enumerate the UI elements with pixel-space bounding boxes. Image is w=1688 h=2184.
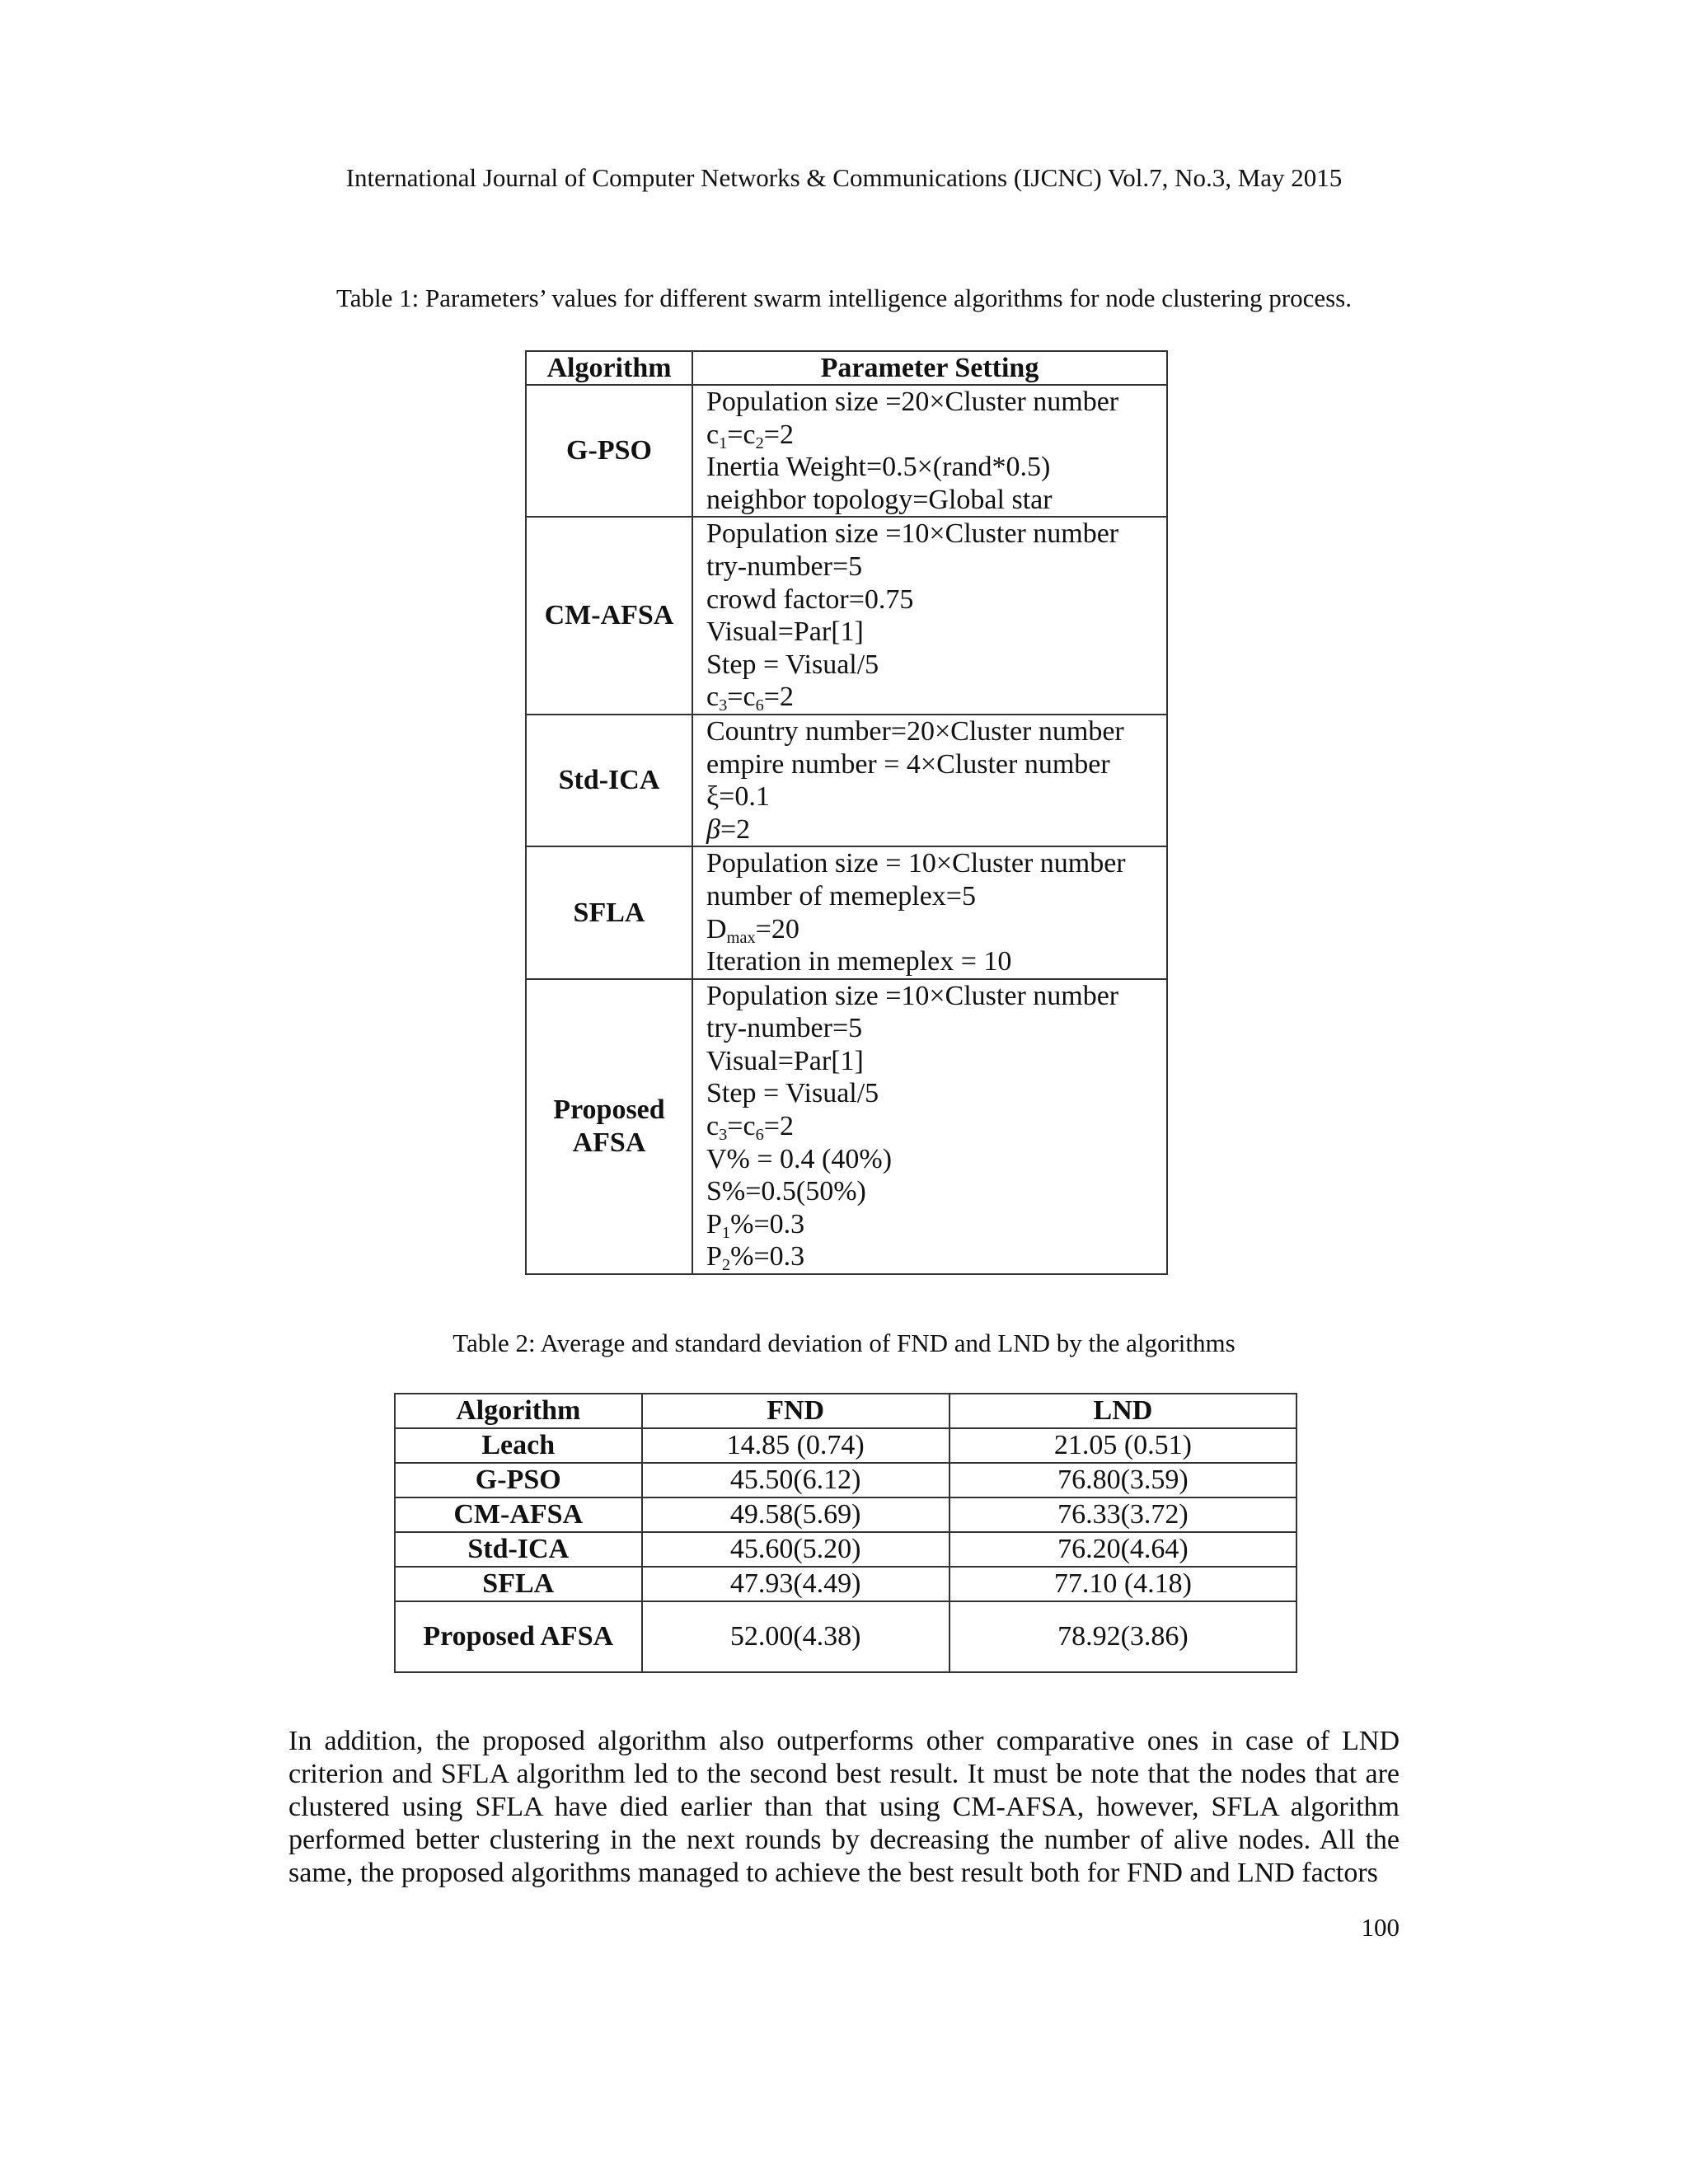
parameter-text: =2 [720, 813, 751, 845]
table1-header-parameter-setting: Parameter Setting [692, 351, 1167, 385]
parameter-cell [692, 385, 1167, 517]
parameter-cell [692, 517, 1167, 715]
parameter-line [706, 813, 1166, 846]
parameter-line [706, 419, 1166, 452]
table2-body [395, 1428, 1296, 1672]
parameter-line: Population size =10×Cluster number [706, 518, 1119, 550]
parameter-text: D [706, 913, 727, 944]
parameter-text: c [706, 419, 720, 450]
parameter-line: try-number=5 [706, 1013, 863, 1044]
fnd-lnd-results-table [394, 1393, 1297, 1673]
table2-row [395, 1428, 1296, 1463]
body-paragraph: In addition, the proposed algorithm also outperforms other comparative ones in case of LND criterion and SFLA algorithm led to the second best result. It must be note that the nodes that are clustered using SFLA have died earlier than that using CM-AFSA, however, SFLA algorithm performed better clustering in the next rounds by decreasing the number of alive nodes. All the same, the proposed algorithms managed to achieve the best result both for FND and LND factors [288, 1726, 1400, 1888]
running-header: International Journal of Computer Networks & Communications (IJCNC) Vol.7, No.3, May 2015 [345, 163, 1343, 192]
table2-header-algorithm: Algorithm [395, 1394, 642, 1428]
table1-caption: Table 1: Parameters’ values for different swarm intelligence algorithms for node clustering process. [336, 284, 1352, 312]
algorithm-cell: CM-AFSA [395, 1497, 642, 1532]
lnd-cell: 21.05 (0.51) [950, 1428, 1296, 1463]
subscript: 2 [721, 1256, 731, 1275]
lnd-cell: 76.20(4.64) [950, 1532, 1296, 1567]
algorithm-cell: SFLA [395, 1567, 642, 1601]
parameter-text: =c [727, 682, 756, 713]
lnd-cell: 76.80(3.59) [950, 1463, 1296, 1497]
greek-symbol: β [706, 813, 720, 845]
algorithm-cell: Leach [395, 1428, 642, 1463]
parameter-text: =2 [763, 682, 794, 713]
parameter-line: Population size =20×Cluster number [706, 387, 1119, 417]
subscript: 1 [719, 434, 728, 452]
table1-row [526, 979, 1167, 1274]
parameter-line: number of memeplex=5 [706, 880, 976, 912]
parameter-text: c [706, 1111, 720, 1142]
parameter-line: Iteration in memeplex = 10 [706, 946, 1012, 977]
parameter-text: %=0.3 [730, 1208, 805, 1240]
lnd-cell: 77.10 (4.18) [950, 1567, 1296, 1601]
subscript: 1 [721, 1223, 731, 1242]
parameter-text: P [706, 1241, 722, 1272]
algorithm-cell: Proposed AFSA [395, 1601, 642, 1672]
table1-header-algorithm: Algorithm [526, 351, 692, 385]
subscript: 2 [755, 434, 764, 452]
parameter-text: P [706, 1208, 722, 1240]
parameter-cell [692, 715, 1167, 846]
parameter-line: Visual=Par[1] [706, 616, 864, 648]
algorithm-cell: SFLA [526, 846, 692, 978]
algorithm-cell: Std-ICA [526, 715, 692, 846]
table2-row [395, 1601, 1296, 1672]
subscript: 6 [755, 1126, 764, 1145]
lnd-cell: 78.92(3.86) [950, 1601, 1296, 1672]
algorithm-cell: G-PSO [526, 385, 692, 517]
parameter-line: Step = Visual/5 [706, 649, 879, 680]
parameter-line: Population size = 10×Cluster number [706, 848, 1126, 879]
parameter-text: %=0.3 [730, 1241, 805, 1272]
table1-row [526, 517, 1167, 715]
parameter-line [706, 1208, 1166, 1241]
parameter-line: Step = Visual/5 [706, 1078, 879, 1109]
parameter-line: Inertia Weight=0.5×(rand*0.5) [706, 452, 1051, 483]
subscript: max [726, 928, 756, 947]
table1-body [526, 385, 1167, 1274]
table2-caption: Table 2: Average and standard deviation of FND and LND by the algorithms [452, 1329, 1236, 1357]
table2-header-fnd: FND [642, 1394, 950, 1428]
algorithm-cell: Std-ICA [395, 1532, 642, 1567]
algorithm-cell: CM-AFSA [526, 517, 692, 715]
algorithm-cell: G-PSO [395, 1463, 642, 1497]
parameter-line: crowd factor=0.75 [706, 583, 914, 615]
parameter-cell [692, 979, 1167, 1274]
fnd-cell: 52.00(4.38) [642, 1601, 950, 1672]
parameter-line: try-number=5 [706, 551, 863, 582]
fnd-cell: 45.60(5.20) [642, 1532, 950, 1567]
parameter-cell [692, 846, 1167, 978]
parameter-text: =c [727, 419, 756, 450]
table1-row [526, 715, 1167, 846]
parameter-line: Visual=Par[1] [706, 1045, 864, 1076]
parameter-line: S%=0.5(50%) [706, 1176, 866, 1207]
parameter-line: Country number=20×Cluster number [706, 715, 1124, 747]
algorithm-name-line: AFSA [572, 1127, 646, 1158]
table2-row [395, 1497, 1296, 1532]
parameter-line [706, 1110, 1166, 1143]
page-number: 100 [1361, 1913, 1400, 1942]
parameter-text: c [706, 682, 720, 713]
subscript: 6 [755, 696, 764, 715]
parameter-text: =2 [763, 419, 794, 450]
table2-header-row [395, 1394, 1296, 1428]
algorithm-cell [526, 979, 692, 1274]
parameter-line: V% = 0.4 (40%) [706, 1143, 893, 1174]
parameter-text: =2 [763, 1111, 794, 1142]
subscript: 3 [719, 696, 728, 715]
parameter-line: empire number = 4×Cluster number [706, 748, 1110, 780]
fnd-cell: 47.93(4.49) [642, 1567, 950, 1601]
parameter-line: neighbor topology=Global star [706, 484, 1053, 515]
parameter-line [706, 913, 1166, 946]
parameter-line: Population size =10×Cluster number [706, 980, 1119, 1011]
parameter-line [706, 681, 1166, 714]
lnd-cell: 76.33(3.72) [950, 1497, 1296, 1532]
table2-row [395, 1567, 1296, 1601]
table2-row [395, 1463, 1296, 1497]
table2-row [395, 1532, 1296, 1567]
table2-header-lnd: LND [950, 1394, 1296, 1428]
algorithm-name-line: Proposed [553, 1094, 665, 1126]
table1-row [526, 385, 1167, 517]
parameter-line [706, 1240, 1166, 1273]
subscript: 3 [719, 1126, 728, 1145]
parameter-text: =20 [755, 913, 799, 944]
table1-row [526, 846, 1167, 978]
fnd-cell: 14.85 (0.74) [642, 1428, 950, 1463]
fnd-cell: 49.58(5.69) [642, 1497, 950, 1532]
fnd-cell: 45.50(6.12) [642, 1463, 950, 1497]
table1-header-row [526, 351, 1167, 385]
parameter-text: =c [727, 1111, 756, 1142]
parameter-settings-table [525, 350, 1168, 1275]
parameter-line: ξ=0.1 [706, 781, 770, 813]
